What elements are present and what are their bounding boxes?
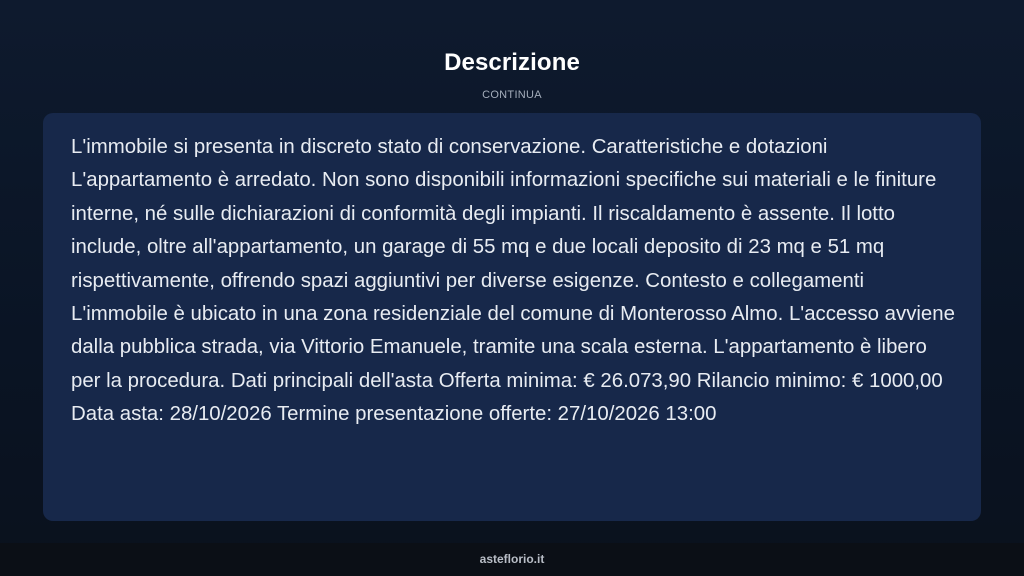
page-title: Descrizione	[444, 49, 580, 76]
description-text: L'immobile si presenta in discreto stato di conservazione. Caratteristiche e dotazioni L'appartamento è arredato. Non sono disponibili informazioni specifiche sui materiali e le finiture interne, né sulle dichiarazioni di conformità degli impianti. Il riscaldamento è assente. Il lotto include, oltre all'appartamento, un garage di 55 mq e due locali deposito di 23 mq e 51 mq rispettivamente, offrendo spazi aggiuntivi per diverse esigenze. Contesto e collegamenti L'immobile è ubicato in una zona residenziale del comune di Monterosso Almo. L'accesso avviene dalla pubblica strada, via Vittorio Emanuele, tramite una scala esterna. L'appartamento è libero per la procedura. Dati principali dell'asta Offerta minima: € 26.073,90 Rilancio minimo: € 1000,00 Data asta: 28/10/2026 Termine presentazione offerte: 27/10/2026 13:00	[71, 136, 955, 426]
footer	[0, 543, 1024, 576]
continue-label: CONTINUA	[482, 89, 542, 101]
site-name: asteflorio.it	[479, 552, 545, 566]
description-card	[43, 113, 981, 521]
